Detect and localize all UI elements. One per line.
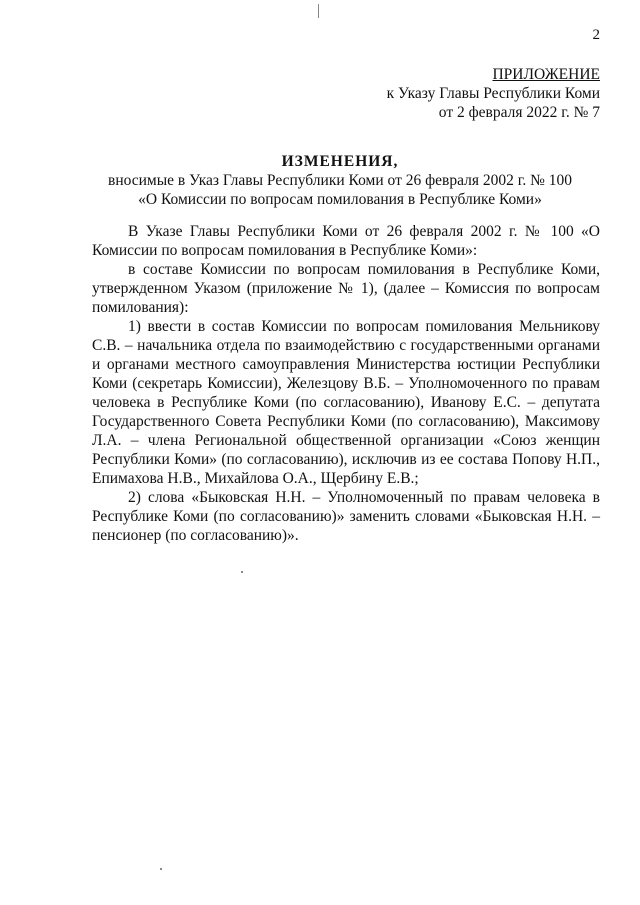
document-subtitle-2: «О Комиссии по вопросам помилования в Республике Коми» [138,191,542,208]
document-body [92,222,600,545]
page-number: 2 [592,27,600,43]
body-paragraph: 1) ввести в состав Комиссии по вопросам помилования Мельникову С.В. – начальника отдела по взаимодействию с государственными органами и органами местного самоуправления Министерства юстиции Республики Коми (секретарь Комиссии), Железцову В.Б. – Уполномоченного по правам человека в Республике Коми (по согласованию), Иванову Е.С. – депутата Государственного Совета Республики Коми (по согласованию), Максимову Л.А. – члена Региональной общественной организации «Союз женщин Республики Коми» (по согласованию), исключив из ее состава Попову Н.П., Епимахова Н.В., Михайлова О.А., Щербину Е.В.; [92,318,600,487]
scan-speck [160,868,162,870]
title-block [80,152,600,209]
appendix-label: ПРИЛОЖЕНИЕ [492,66,600,83]
body-paragraph: в составе Комиссии по вопросам помилования в Республике Коми, утвержденном Указом (приложение № 1), (далее – Комиссия по вопросам помилования): [92,261,600,316]
scan-speck [318,4,319,18]
appendix-line-1: к Указу Главы Республики Коми [386,85,600,102]
scan-speck [241,571,243,573]
document-heading: ИЗМЕНЕНИЯ, [281,153,399,170]
document-subtitle-1: вносимые в Указ Главы Республики Коми от 26 февраля 2002 г. № 100 [108,172,572,189]
appendix-block [387,65,600,122]
appendix-line-2: от 2 февраля 2022 г. № 7 [438,104,600,121]
body-paragraph: 2) слова «Быковская Н.Н. – Уполномоченный по правам человека в Республике Коми (по согласованию)» заменить словами «Быковская Н.Н. – пенсионер (по согласованию)». [92,489,600,544]
body-paragraph: В Указе Главы Республики Коми от 26 февраля 2002 г. № 100 «О Комиссии по вопросам помилования в Республике Коми»: [92,223,600,259]
